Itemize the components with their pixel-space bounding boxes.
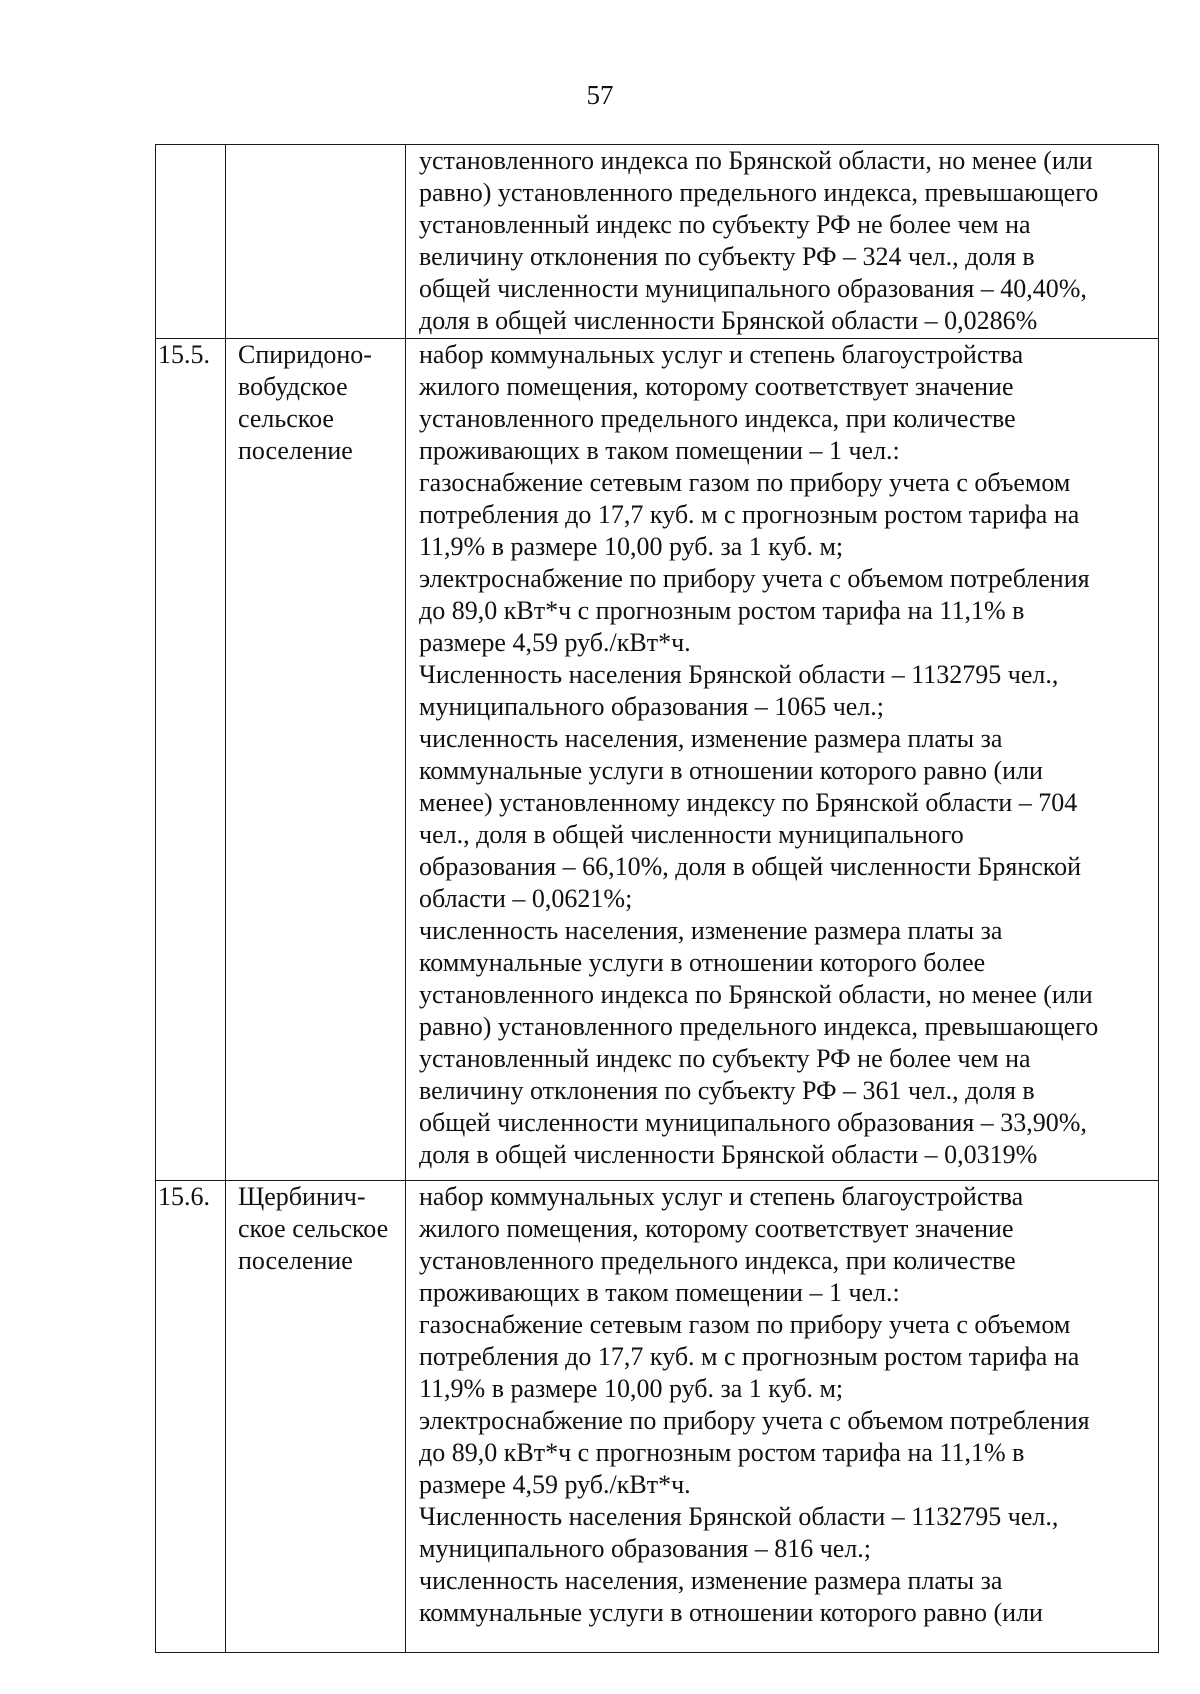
- description-line: общей численности муниципального образования – 33,90%,: [419, 1108, 1087, 1137]
- description-line: коммунальные услуги в отношении которого равно (или: [419, 756, 1043, 785]
- description-line: установленного индекса по Брянской области, но менее (или: [419, 980, 1093, 1009]
- settlement-name-cell: [226, 339, 406, 1181]
- table-row: [156, 1181, 1159, 1653]
- table-body: [156, 145, 1159, 1653]
- description-line: до 89,0 кВт*ч с прогнозным ростом тарифа на 11,1% в: [419, 596, 1025, 625]
- description-line: набор коммунальных услуг и степень благоустройства: [419, 1182, 1024, 1211]
- settlement-name-line: Спиридоно-: [238, 340, 372, 369]
- settlement-name-line: сельское: [238, 404, 334, 433]
- description-line: размере 4,59 руб./кВт*ч.: [419, 628, 691, 657]
- description-line: чел., доля в общей численности муниципального: [419, 820, 964, 849]
- description-line: газоснабжение сетевым газом по прибору учета с объемом: [419, 1310, 1071, 1339]
- description-line: установленного индекса по Брянской области, но менее (или: [419, 146, 1093, 175]
- settlement-name-line: вобудское: [238, 372, 348, 401]
- description-line: доля в общей численности Брянской области – 0,0286%: [419, 306, 1038, 335]
- description-cell: [406, 339, 1159, 1181]
- description-line: до 89,0 кВт*ч с прогнозным ростом тарифа на 11,1% в: [419, 1438, 1025, 1467]
- description-line: численность населения, изменение размера платы за: [419, 1566, 1003, 1595]
- description-cell: [406, 145, 1159, 339]
- page-number: 57: [586, 80, 614, 110]
- row-number-cell: [156, 339, 226, 1181]
- description-line: области – 0,0621%;: [419, 884, 633, 913]
- description-line: численность населения, изменение размера платы за: [419, 916, 1003, 945]
- description-line: размере 4,59 руб./кВт*ч.: [419, 1470, 691, 1499]
- row-number-cell: [156, 145, 226, 339]
- description-line: коммунальные услуги в отношении которого равно (или: [419, 1598, 1043, 1627]
- description-line: установленный индекс по субъекту РФ не более чем на: [419, 210, 1031, 239]
- description-line: Численность населения Брянской области – 1132795 чел.,: [419, 1502, 1059, 1531]
- description-cell: [406, 1181, 1159, 1653]
- description-line: жилого помещения, которому соответствует значение: [419, 372, 1014, 401]
- description-line: общей численности муниципального образования – 40,40%,: [419, 274, 1087, 303]
- description-line: потребления до 17,7 куб. м с прогнозным ростом тарифа на: [419, 500, 1080, 529]
- table-row: [156, 145, 1159, 339]
- description-line: муниципального образования – 816 чел.;: [419, 1534, 872, 1563]
- settlement-name-line: поселение: [238, 1246, 353, 1275]
- data-table: [155, 144, 1159, 1653]
- description-line: равно) установленного предельного индекса, превышающего: [419, 178, 1099, 207]
- description-line: установленного предельного индекса, при количестве: [419, 404, 1016, 433]
- description-line: проживающих в таком помещении – 1 чел.:: [419, 436, 900, 465]
- description-line: численность населения, изменение размера платы за: [419, 724, 1003, 753]
- description-line: проживающих в таком помещении – 1 чел.:: [419, 1278, 900, 1307]
- description-line: установленный индекс по субъекту РФ не более чем на: [419, 1044, 1031, 1073]
- description-line: 11,9% в размере 10,00 руб. за 1 куб. м;: [419, 1374, 844, 1403]
- description-line: электроснабжение по прибору учета с объемом потребления: [419, 564, 1090, 593]
- settlement-name-line: поселение: [238, 436, 353, 465]
- row-number: 15.5.: [158, 340, 210, 369]
- description-line: газоснабжение сетевым газом по прибору учета с объемом: [419, 468, 1071, 497]
- description-line: электроснабжение по прибору учета с объемом потребления: [419, 1406, 1090, 1435]
- table-row: [156, 339, 1159, 1181]
- row-number: 15.6.: [158, 1182, 210, 1211]
- settlement-name-cell: [226, 145, 406, 339]
- description-line: жилого помещения, которому соответствует значение: [419, 1214, 1014, 1243]
- description-line: величину отклонения по субъекту РФ – 361 чел., доля в: [419, 1076, 1035, 1105]
- description-line: величину отклонения по субъекту РФ – 324 чел., доля в: [419, 242, 1035, 271]
- description-line: муниципального образования – 1065 чел.;: [419, 692, 885, 721]
- description-line: доля в общей численности Брянской области – 0,0319%: [419, 1140, 1038, 1169]
- settlement-name-line: ское сельское: [238, 1214, 389, 1243]
- description-line: 11,9% в размере 10,00 руб. за 1 куб. м;: [419, 532, 844, 561]
- description-line: образования – 66,10%, доля в общей численности Брянской: [419, 852, 1082, 881]
- description-line: Численность населения Брянской области – 1132795 чел.,: [419, 660, 1059, 689]
- row-number-cell: [156, 1181, 226, 1653]
- description-line: менее) установленному индексу по Брянской области – 704: [419, 788, 1078, 817]
- description-line: коммунальные услуги в отношении которого более: [419, 948, 986, 977]
- description-line: равно) установленного предельного индекса, превышающего: [419, 1012, 1099, 1041]
- settlement-name-cell: [226, 1181, 406, 1653]
- description-line: набор коммунальных услуг и степень благоустройства: [419, 340, 1024, 369]
- description-line: потребления до 17,7 куб. м с прогнозным ростом тарифа на: [419, 1342, 1080, 1371]
- description-line: установленного предельного индекса, при количестве: [419, 1246, 1016, 1275]
- settlement-name-line: Щербинич-: [238, 1182, 366, 1211]
